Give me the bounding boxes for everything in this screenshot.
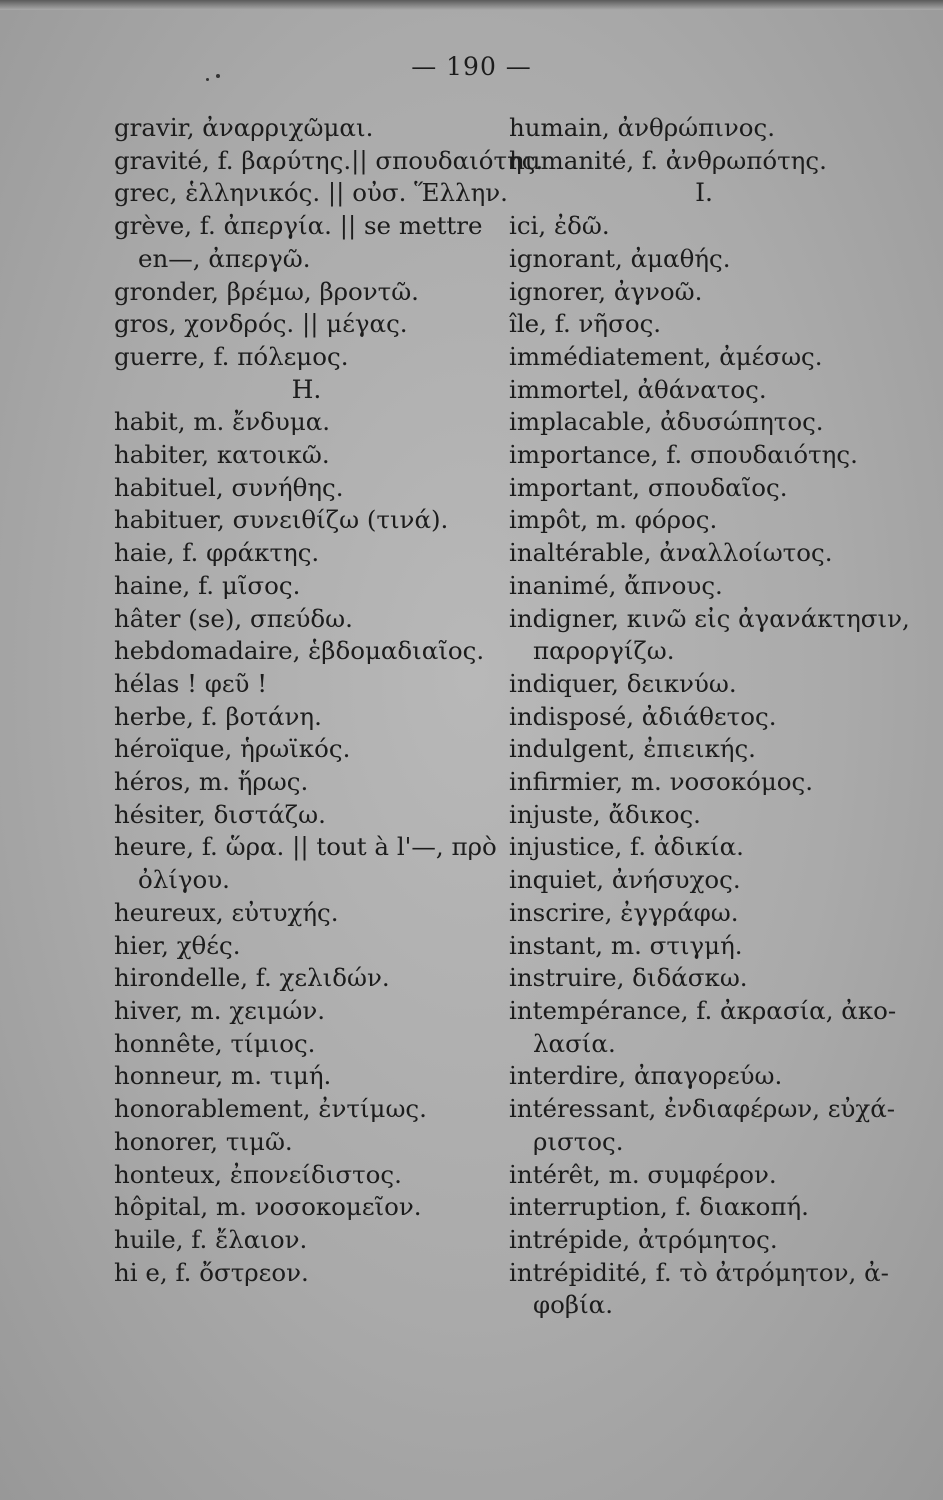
dictionary-entry: hâter (se), σπεύδω. xyxy=(114,603,353,633)
dictionary-entry: immédiatement, ἀμέσως. xyxy=(509,341,823,371)
dictionary-entry: hebdomadaire, ἑβδομαδιαῖος. xyxy=(114,636,485,666)
dictionary-entry: implacable, ἀδυσώπητος. xyxy=(509,407,824,437)
dictionary-entry: heureux, εὐτυχής. xyxy=(114,897,339,927)
dictionary-entry: inscrire, ἐγγράφω. xyxy=(509,897,739,927)
left-column xyxy=(114,112,544,1289)
entry-continuation: λασία. xyxy=(533,1028,616,1058)
dictionary-entry: honorer, τιμῶ. xyxy=(114,1126,293,1156)
dictionary-entry: inanimé, ἄπνους. xyxy=(509,570,723,600)
dictionary-entry: habit, m. ἔνδυμα. xyxy=(114,407,331,437)
section-heading: H. xyxy=(291,374,322,404)
dictionary-entry: île, f. νῆσος. xyxy=(509,309,662,339)
dictionary-entry: intrépide, ἀτρόμητος. xyxy=(509,1224,778,1254)
dictionary-entry: herbe, f. βοτάνη. xyxy=(114,701,322,731)
dictionary-entry: hier, χθές. xyxy=(114,930,241,960)
dictionary-entry: guerre, f. πόλεμος. xyxy=(114,341,349,371)
dictionary-entry: héros, m. ἥρως. xyxy=(114,767,309,797)
dictionary-entry: heure, f. ὥρα. || tout à l'—, πρὸ xyxy=(114,832,497,862)
dictionary-entry: haie, f. φράκτης. xyxy=(114,538,320,568)
dictionary-entry: grec, ἑλληνικός. || οὐσ. Ἕλλην. xyxy=(114,178,508,208)
dictionary-entry: honneur, m. τιμή. xyxy=(114,1061,332,1091)
dictionary-entry: gros, χονδρός. || μέγας. xyxy=(114,309,408,339)
dictionary-entry: interruption, f. διακοπή. xyxy=(509,1192,809,1222)
dictionary-entry: héroïque, ἡρωϊκός. xyxy=(114,734,351,764)
dictionary-entry: inquiet, ἀνήσυχος. xyxy=(509,865,741,895)
dictionary-entry: habituer, συνειθίζω (τινά). xyxy=(114,505,449,535)
dictionary-entry: indigner, κινῶ εἰς ἀγανάκτησιν, xyxy=(509,603,910,633)
dictionary-entry: intempérance, f. ἀκρασία, ἀκο- xyxy=(509,995,897,1025)
section-heading: I. xyxy=(695,178,713,208)
dictionary-entry: haine, f. μῖσος. xyxy=(114,570,301,600)
dictionary-entry: indulgent, ἐπιεικής. xyxy=(509,734,756,764)
dictionary-entry: immortel, ἀθάνατος. xyxy=(509,374,767,404)
right-column xyxy=(509,112,910,1322)
dictionary-entry: hi e, f. ὄστρεον. xyxy=(114,1257,309,1287)
dictionary-entry: impôt, m. φόρος. xyxy=(509,505,718,535)
dictionary-entry: habituel, συνήθης. xyxy=(114,472,344,502)
dictionary-entry: intrépidité, f. τὸ ἀτρόμητον, ἀ- xyxy=(509,1257,889,1287)
dictionary-entry: humanité, f. ἀνθρωπότης. xyxy=(509,145,827,175)
entry-continuation: en—, ἀπεργῶ. xyxy=(138,243,311,273)
entry-continuation: παροργίζω. xyxy=(533,636,675,666)
dictionary-entry: injuste, ἄδικος. xyxy=(509,799,701,829)
dictionary-entry: habiter, κατοικῶ. xyxy=(114,440,330,470)
dictionary-entry: hésiter, διστάζω. xyxy=(114,799,326,829)
dictionary-entry: interdire, ἀπαγορεύω. xyxy=(509,1061,783,1091)
dictionary-entry: ignorant, ἀμαθής. xyxy=(509,243,731,273)
dictionary-entry: infirmier, m. νοσοκόμος. xyxy=(509,767,814,797)
entry-continuation: ριστος. xyxy=(533,1126,624,1156)
dictionary-entry: honteux, ἐπονείδιστος. xyxy=(114,1159,402,1189)
dictionary-entry: honnête, τίμιος. xyxy=(114,1028,316,1058)
dictionary-entry: indisposé, ἀδιάθετος. xyxy=(509,701,777,731)
dictionary-entry: humain, ἀνθρώπινος. xyxy=(509,113,776,142)
dictionary-entry: ignorer, ἀγνοῶ. xyxy=(509,276,703,306)
dictionary-entry: hôpital, m. νοσοκομεῖον. xyxy=(114,1192,422,1222)
dictionary-entry: huile, f. ἔλαιον. xyxy=(114,1224,308,1254)
dictionary-entry: indiquer, δεικνύω. xyxy=(509,668,737,698)
dictionary-entry: instruire, διδάσκω. xyxy=(509,963,748,993)
dictionary-entry: gravité, f. βαρύτης.|| σπουδαιότης. xyxy=(114,145,544,175)
dictionary-entry: hélas ! φεῦ ! xyxy=(114,668,268,698)
dictionary-entry: grève, f. ἀπεργία. || se mettre xyxy=(114,211,483,241)
dictionary-entry: gronder, βρέμω, βροντῶ. xyxy=(114,276,419,306)
dictionary-entry: important, σπουδαῖος. xyxy=(509,472,788,502)
dictionary-entry: inaltérable, ἀναλλοίωτος. xyxy=(509,538,833,568)
entry-continuation: ὀλίγου. xyxy=(138,865,230,895)
page-top-edge xyxy=(0,0,943,10)
dictionary-entry: intéressant, ἐνδιαφέρων, εὐχά- xyxy=(509,1094,896,1124)
dictionary-entry: intérêt, m. συμφέρον. xyxy=(509,1159,777,1189)
dictionary-entry: gravir, ἀναρριχῶμαι. xyxy=(114,113,374,142)
dictionary-entry: honorablement, ἐντίμως. xyxy=(114,1094,427,1124)
dictionary-entry: ici, ἐδῶ. xyxy=(509,211,610,241)
page-number: — 190 — xyxy=(411,52,532,81)
dictionary-entry: injustice, f. ἀδικία. xyxy=(509,832,744,862)
dictionary-entry: hiver, m. χειμών. xyxy=(114,995,326,1025)
dictionary-entry: instant, m. στιγμή. xyxy=(509,930,743,960)
dictionary-entry: hirondelle, f. χελιδών. xyxy=(114,963,390,993)
entry-continuation: φοβία. xyxy=(533,1290,614,1320)
dictionary-entry: importance, f. σπουδαιότης. xyxy=(509,440,858,470)
